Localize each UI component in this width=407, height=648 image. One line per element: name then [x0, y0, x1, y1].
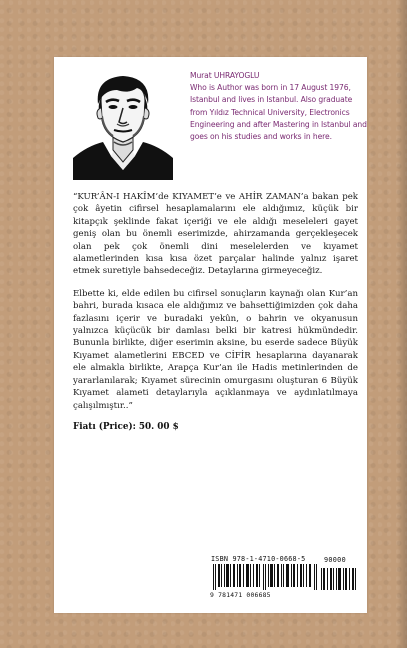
author-bio-block [190, 70, 368, 143]
author-portrait-image [73, 72, 173, 180]
barcode-digits: 9 781471 006685 [210, 591, 271, 599]
isbn-barcode [209, 554, 362, 600]
barcode-addon-code: 90000 [324, 556, 346, 564]
description-paragraph-2: Elbette ki, elde edilen bu cifirsel sonuçların kaynağı olan Kur’an bahri, burada kısaca ele aldığımız ve bahsettiğimizden çok daha fazlasını içerir ve buradaki yekûn, o bahrin ve okyanusun yalnızca küçücük bir damlası belki bir katresi hükmündedir. Bununla birlikte, diğer eserimin aksine, bu eserde sadece Büyük Kıyamet alametlerini EBCED ve CİFİR hesaplarına dayanarak ele almakla birlikte, Arapça Kur’an ile Hadis metinlerinden de yararlanılarak; Kıyamet sürecinin omurgasını oluşturan 6 Büyük Kıyamet alameti detaylarıyla açıklanmaya ve aydınlatılmaya çalışılmıştır..” [73, 288, 358, 411]
description-paragraph-1: “KUR’ÂN-I HAKÎM’de KIYAMET’e ve AHİR ZAMAN’a bakan pek çok âyetin cifirsel hesaplamalarını ele aldığımız, küçük bir kitapçık şeklinde fakat içeriği ve ele aldığı meseleleri gayet geniş olan bu önemli eserimizde, ahirzamanda gerçekleşecek olan pek çok önemli dini meselelerden ve kıyamet alametlerinden kısa kısa özet parçalar halinde yalnız işaret etmek suretiyle bahsedeceğiz. Detaylarına girmeyeceğiz. [73, 192, 358, 277]
author-name: Murat UHRAYOGLU [190, 71, 260, 80]
spine-shadow [397, 0, 407, 648]
author-block [73, 70, 367, 188]
book-description [73, 191, 358, 422]
white-text-panel [54, 57, 367, 613]
author-bio: Who is Author was born in 17 August 1976, Istanbul and lives in Istanbul. Also graduate from Yıldız Technical University, Electronics Engineering and after Mastering in Istanbul and goes on his studies and works in here. [190, 83, 367, 142]
author-photo [73, 72, 173, 180]
isbn-number: ISBN 978-1-4710-0668-5 [211, 555, 306, 563]
barcode-bars [213, 564, 317, 590]
price-label: Fiatı (Price): 50. 00 $ [73, 422, 179, 432]
barcode-addon-bars [321, 566, 357, 590]
